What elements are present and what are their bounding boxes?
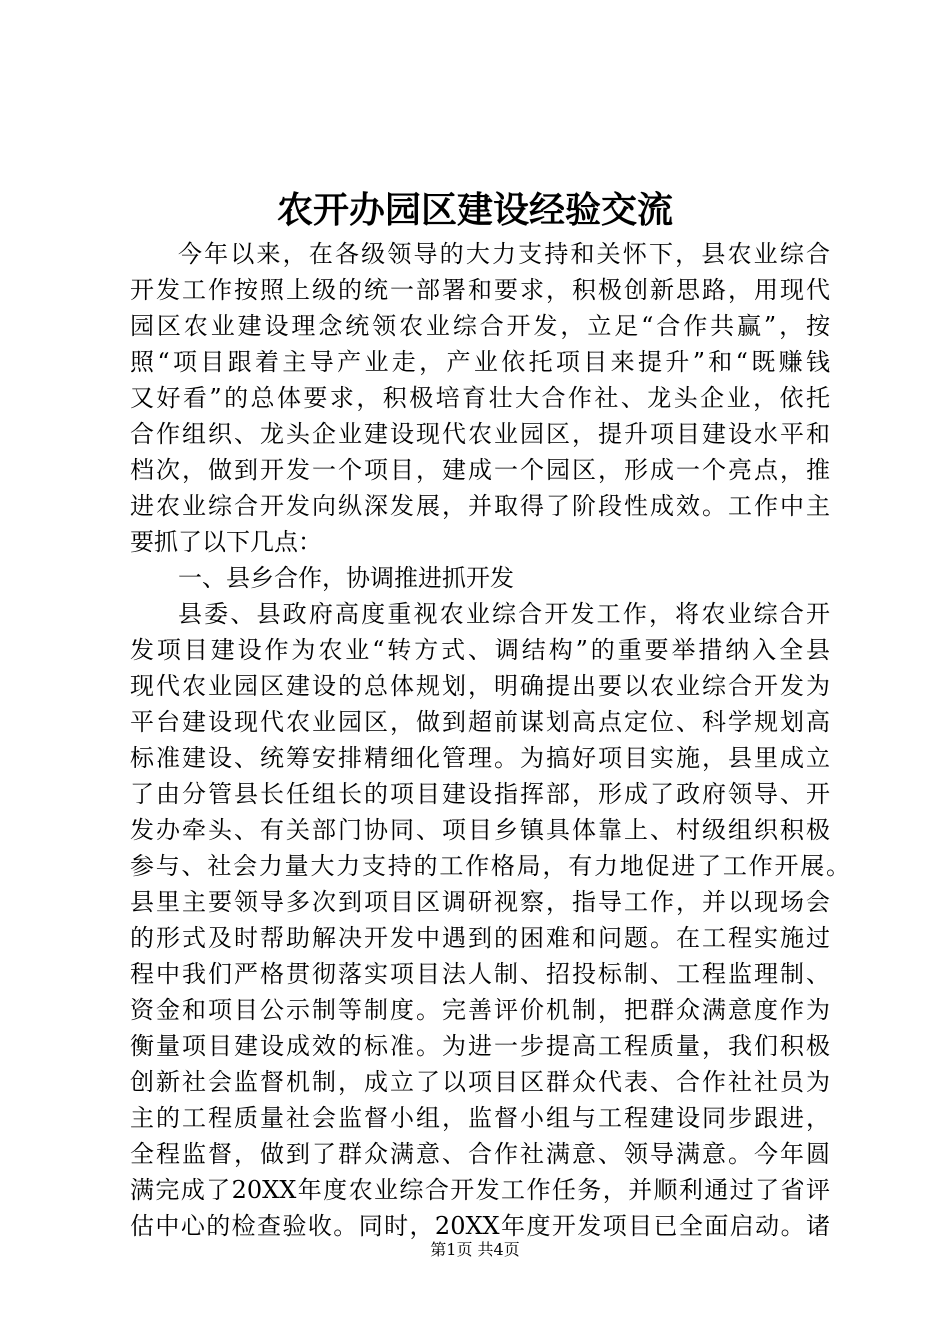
paragraph-line: 参与、社会力量大力支持的工作格局，有力地促进了工作开展。 [130, 852, 850, 880]
paragraph-line: 开发工作按照上级的统一部署和要求，积极创新思路，用现代 [130, 276, 830, 304]
paragraph-line: 满完成了20XX年度农业综合开发工作任务，并顺利通过了省评 [130, 1176, 830, 1204]
paragraph-line: 创新社会监督机制，成立了以项目区群众代表、合作社社员为 [130, 1068, 830, 1096]
paragraph-line: 要抓了以下几点： [130, 528, 322, 556]
paragraph-line: 发项目建设作为农业“转方式、调结构”的重要举措纳入全县 [130, 636, 830, 664]
paragraph-line: 衡量项目建设成效的标准。为进一步提高工程质量，我们积极 [130, 1032, 830, 1060]
paragraph-line: 今年以来，在各级领导的大力支持和关怀下，县农业综合 [178, 240, 830, 268]
paragraph-line: 园区农业建设理念统领农业综合开发，立足“合作共赢”，按 [130, 312, 830, 340]
paragraph-line: 合作组织、龙头企业建设现代农业园区，提升项目建设水平和 [130, 420, 830, 448]
paragraph-line: 标准建设、统筹安排精细化管理。为搞好项目实施，县里成立 [130, 744, 830, 772]
paragraph-line: 估中心的检查验收。同时，20XX年度开发项目已全面启动。诸 [130, 1212, 830, 1240]
page-footer: 第1页 共4页 [430, 1240, 520, 1259]
document-title: 农开办园区建设经验交流 [276, 189, 673, 231]
paragraph-line: 现代农业园区建设的总体规划，明确提出要以农业综合开发为 [130, 672, 830, 700]
paragraph-line: 程中我们严格贯彻落实项目法人制、招投标制、工程监理制、 [130, 960, 830, 988]
paragraph-line: 又好看”的总体要求，积极培育壮大合作社、龙头企业，依托 [130, 384, 830, 412]
paragraph-line: 进农业综合开发向纵深发展，并取得了阶段性成效。工作中主 [130, 492, 830, 520]
paragraph-line: 主的工程质量社会监督小组，监督小组与工程建设同步跟进， [130, 1104, 830, 1132]
section-heading: 一、县乡合作，协调推进抓开发 [178, 564, 514, 592]
paragraph-line: 照“项目跟着主导产业走，产业依托项目来提升”和“既赚钱 [130, 348, 830, 376]
paragraph-line: 县委、县政府高度重视农业综合开发工作，将农业综合开 [178, 600, 830, 628]
paragraph-line: 的形式及时帮助解决开发中遇到的困难和问题。在工程实施过 [130, 924, 830, 952]
paragraph-line: 资金和项目公示制等制度。完善评价机制，把群众满意度作为 [130, 996, 830, 1024]
paragraph-line: 平台建设现代农业园区，做到超前谋划高点定位、科学规划高 [130, 708, 830, 736]
paragraph-line: 了由分管县长任组长的项目建设指挥部，形成了政府领导、开 [130, 780, 830, 808]
paragraph-line: 全程监督，做到了群众满意、合作社满意、领导满意。今年圆 [130, 1140, 830, 1168]
paragraph-line: 县里主要领导多次到项目区调研视察，指导工作，并以现场会 [130, 888, 830, 916]
paragraph-line: 档次，做到开发一个项目，建成一个园区，形成一个亮点，推 [130, 456, 830, 484]
paragraph-line: 发办牵头、有关部门协同、项目乡镇具体靠上、村级组织积极 [130, 816, 830, 844]
